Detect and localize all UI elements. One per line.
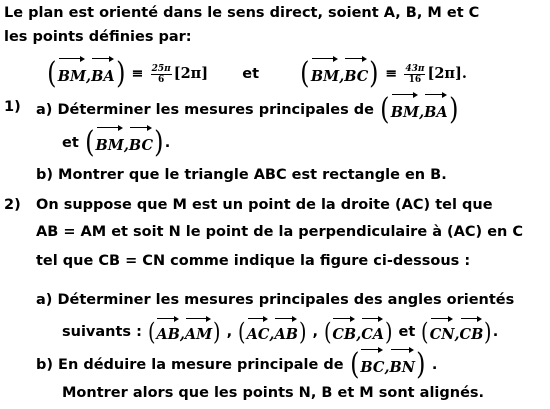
angle-bm-bc: ( BM,BC ) bbox=[300, 56, 379, 91]
fraction-43pi-16: $\frac{43\pi}{16}$ bbox=[405, 63, 425, 85]
q1-a-cont: et ( BM,BC ) . bbox=[62, 125, 171, 160]
definition-equations bbox=[46, 56, 467, 92]
vector-bm-2: BM bbox=[311, 56, 339, 92]
angle-bc-bn: ( BC,BN ) bbox=[349, 347, 426, 382]
et-word: et bbox=[242, 66, 260, 82]
q2-line-1: On suppose que M est un point de la droite (AC) tel que bbox=[36, 197, 493, 213]
q1-number: 1) bbox=[4, 99, 21, 115]
angle-ab-am: ( AB,AM ) bbox=[147, 318, 221, 346]
vector-ba: BA bbox=[91, 56, 115, 92]
q2-number: 2) bbox=[4, 197, 21, 213]
congruent-sign-2: ≡ bbox=[385, 65, 398, 82]
q1-a: a) Déterminer les mesures principales de ( BM,BA ) bbox=[36, 92, 459, 127]
angle-bm-ba-q1: ( BM,BA ) bbox=[380, 92, 459, 127]
angle-ac-ab: ( AC,AB ) bbox=[238, 318, 307, 346]
angle-cb-ca: ( CB,CA ) bbox=[323, 318, 393, 346]
angle-bm-ba: ( BM,BA ) bbox=[47, 56, 126, 91]
angle-bm-bc-q1: ( BM,BC ) bbox=[85, 125, 164, 160]
vector-bm: BM bbox=[58, 56, 86, 92]
fraction-25pi-6: $\frac{25\pi}{6}$ bbox=[151, 63, 171, 85]
q2-a-line-1: a) Déterminer les mesures principales des angles orientés bbox=[36, 292, 515, 308]
vector-bc: BC bbox=[344, 56, 368, 92]
q1-b: b) Montrer que le triangle ABC est rectangle en B. bbox=[36, 167, 447, 183]
q2-line-3: tel que CB = CN comme indique la figure ci-dessous : bbox=[36, 253, 471, 269]
intro-line-2: les points définies par: bbox=[4, 29, 192, 45]
q2-line-2: AB = AM et soit N le point de la perpendiculaire à (AC) en C bbox=[36, 224, 524, 240]
modulo-2: [2π]. bbox=[427, 65, 467, 82]
q2-b: b) En déduire la mesure principale de ( BC,BN ) . bbox=[36, 347, 438, 382]
congruent-sign: ≡ bbox=[131, 65, 144, 82]
q2-a-line-2: suivants : ( AB,AM ) , ( AC,AB ) , ( CB,CA ) et ( CN,CB ) . bbox=[62, 318, 499, 346]
angle-cn-cb: ( CN,CB ) bbox=[421, 318, 492, 346]
intro-line-1: Le plan est orienté dans le sens direct, soient A, B, M et C bbox=[4, 5, 480, 21]
modulo-1: [2π] bbox=[173, 65, 209, 82]
q2-b-line-2: Montrer alors que les points N, B et M sont alignés. bbox=[62, 385, 485, 401]
